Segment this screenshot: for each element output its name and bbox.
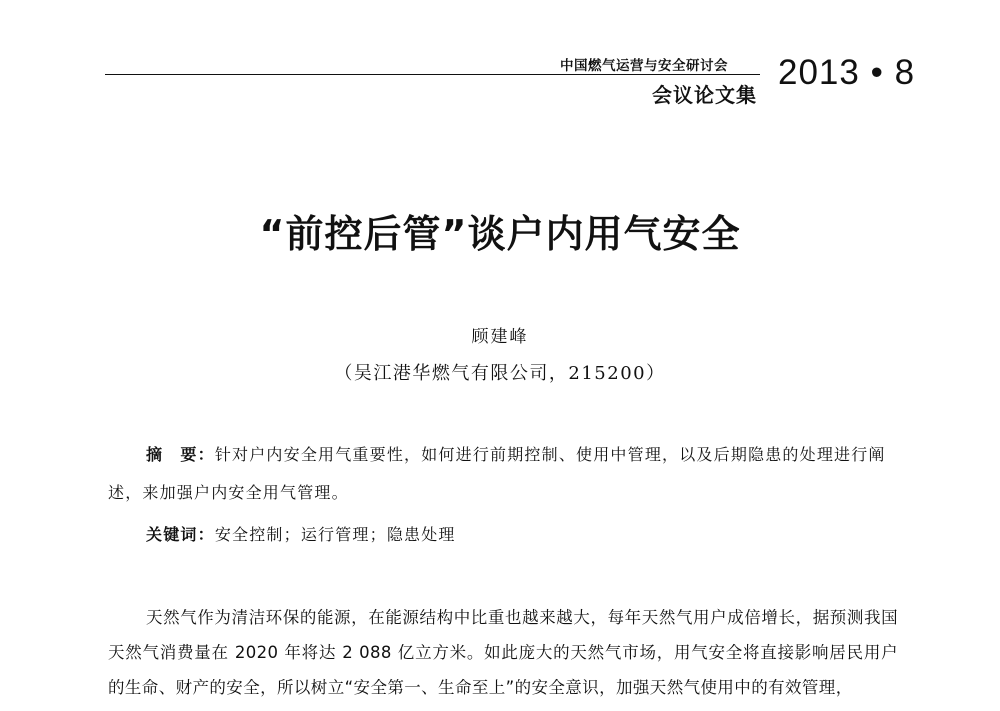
abstract-label: 摘 要： [146, 445, 215, 464]
paper-author: 顾建峰 [471, 327, 529, 347]
collection-label: 会议论文集 [652, 83, 757, 107]
abstract [108, 436, 898, 512]
keywords-text: 安全控制；运行管理；隐患处理 [214, 525, 456, 544]
abstract-text: 针对户内安全用气重要性，如何进行前期控制、使用中管理，以及后期隐患的处理进行阐述，来加强户内安全用气管理。 [108, 445, 886, 502]
paper-title: “前控后管”谈户内用气安全 [259, 212, 741, 256]
keywords [146, 522, 456, 545]
conference-name: 中国燃气运营与安全研讨会 [560, 58, 728, 74]
paper-affiliation: （吴江港华燃气有限公司，215200） [334, 363, 666, 384]
body-paragraph: 天然气作为清洁环保的能源，在能源结构中比重也越来越大，每年天然气用户成倍增长，据预测我国天然气消费量在 2020 年将达 2 088 亿立方米。如此庞大的天然气市场，用气安全将直接影响居民用户的生命、财产的安全，所以树立“安全第一、生命至上”的安全意识，加强天然气使用中的有效管理， [108, 608, 898, 697]
header-rule [105, 74, 760, 75]
keywords-label: 关键词： [146, 525, 215, 544]
issue-number: 2013 • 8 [778, 53, 916, 92]
